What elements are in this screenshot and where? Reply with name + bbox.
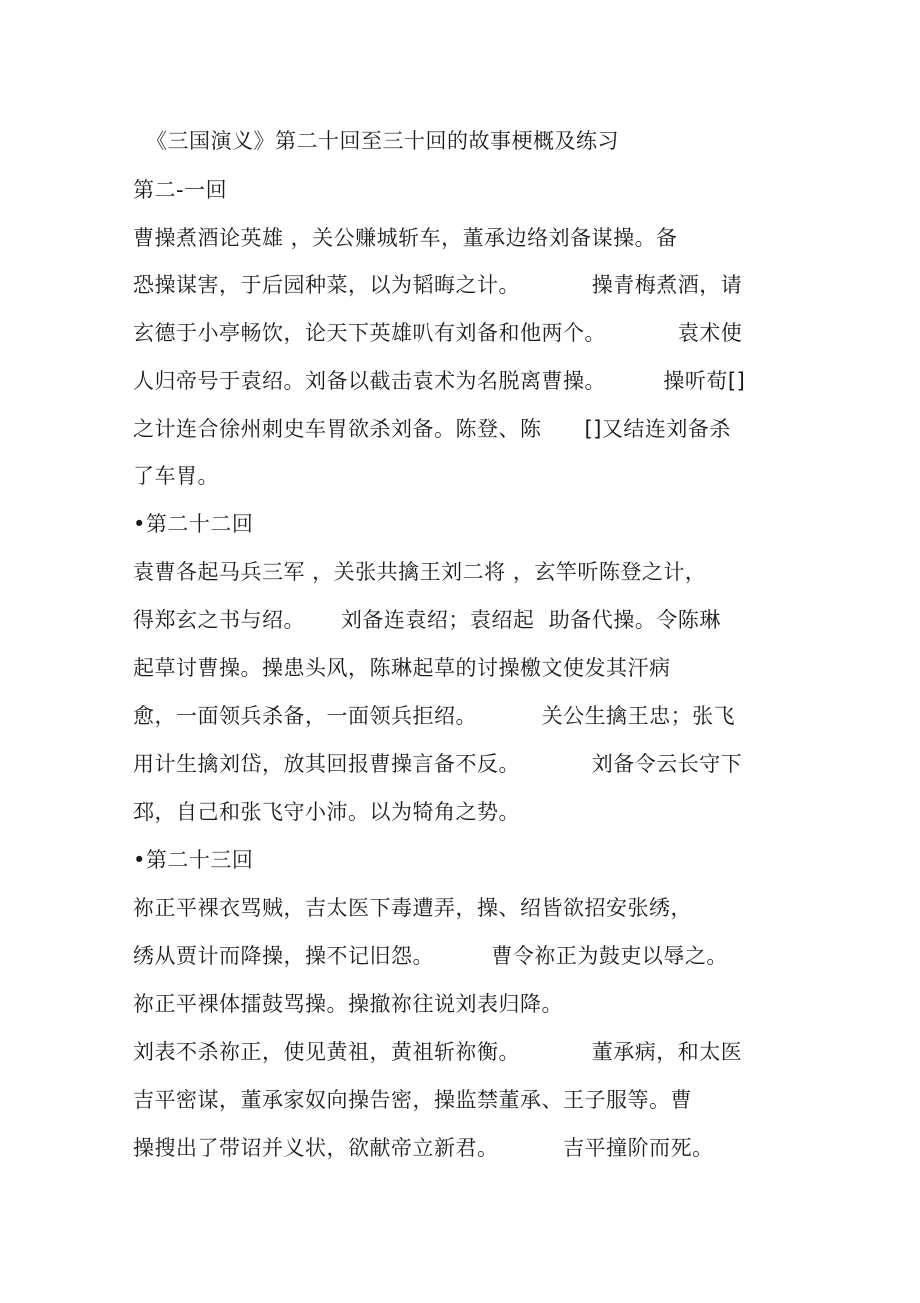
text-line: 祢正平裸体擂鼓骂操。操撤祢往说刘表归降。 <box>133 992 563 1016</box>
section-heading: •第二十三回 <box>133 848 254 872</box>
text-line: 起草讨曹操。操患头风，陈琳起草的讨操檄文使发其汗病 <box>133 656 671 680</box>
text-line: 之计连合徐州刺史车胃欲杀刘备。陈登、陈 []又结连刘备杀 <box>133 417 731 441</box>
text-line: 袁曹各起马兵三军 ，关张共擒王刘二将 ，玄竿听陈登之计， <box>133 560 707 584</box>
text-line: 玄德于小亭畅饮，论天下英雄叭有刘备和他两个。 袁术使 <box>133 321 743 345</box>
text-line: 恐操谋害，于后园种菜，以为韬晦之计。 操青梅煮酒，请 <box>133 273 743 297</box>
text-line: 曹操煮酒论英雄 ，关公赚城斩车，董承边络刘备谋操。备 <box>133 226 678 250</box>
section-heading: 第二-一回 <box>133 178 228 202</box>
text-line: 得郑玄之书与绍。 刘备连袁绍；袁绍起 助备代操。令陈琳 <box>133 608 721 632</box>
text-line: 吉平密谋，董承家奴向操告密，操监禁董承、王子服等。曹 <box>133 1088 692 1112</box>
document-title: 《三国演义》第二十回至三十回的故事梗概及练习 <box>146 129 619 153</box>
text-line: 绣从贾计而降操，操不记旧怨。 曹令祢正为鼓吏以辱之。 <box>133 944 728 968</box>
text-line: 用计生擒刘岱，放其回报曹操言备不反。 刘备令云长守下 <box>133 752 743 776</box>
text-line: 操搜出了带诏并义状，欲献帝立新君。 吉平撞阶而死。 <box>133 1136 714 1160</box>
text-line: 愈，一面领兵杀备，一面领兵拒绍。 关公生擒王忠；张飞 <box>133 704 736 728</box>
text-line: 人归帝号于袁绍。刘备以截击袁术为名脱离曹操。 操听荀[] <box>133 369 746 393</box>
text-line: 了车胃。 <box>133 464 219 488</box>
text-line: 邳，自己和张飞守小沛。以为犄角之势。 <box>133 800 520 824</box>
section-heading: •第二十二回 <box>133 512 254 536</box>
text-line: 刘表不杀祢正，使见黄祖，黄祖斩祢衡。 董承病，和太医 <box>133 1040 743 1064</box>
text-line: 祢正平裸衣骂贼，吉太医下毒遭弄，操、绍皆欲招安张绣， <box>133 896 692 920</box>
